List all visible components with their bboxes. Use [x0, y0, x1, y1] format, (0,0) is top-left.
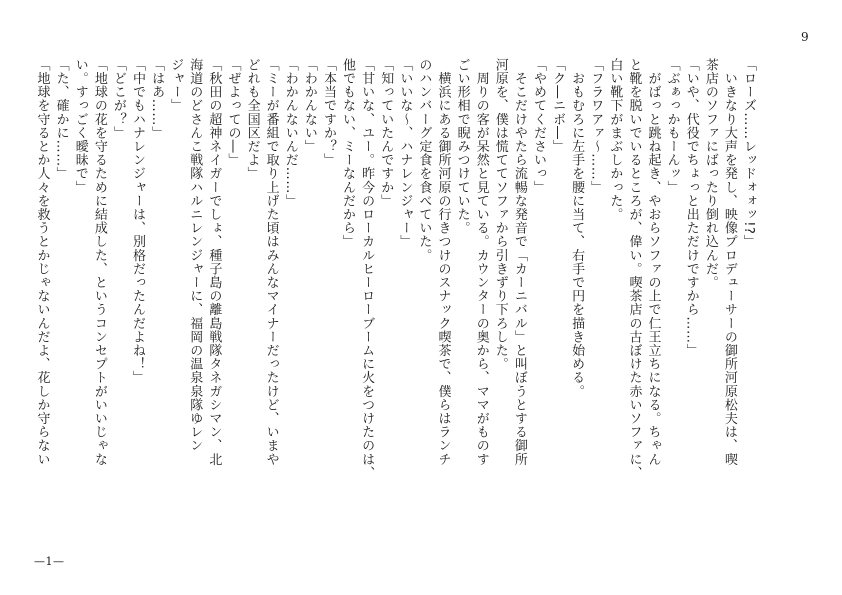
text-line: どれも全国区だよ」 — [244, 58, 260, 181]
text-line: 「わかんないんだ……」 — [282, 58, 298, 208]
text-line: 茶店のソファにばったり倒れ込んだ。 — [702, 58, 718, 290]
text-line: 「甘いな、ユー。昨今のローカルヒーローブームに火をつけたのは、 — [359, 58, 375, 480]
text-line: 「ぶぁっかもーんッ」 — [664, 58, 680, 194]
page-number: 9 — [801, 30, 809, 44]
text-line: 「いいな～、ハナレンジャー」 — [397, 58, 413, 249]
text-line: 「中でもハナレンジャーは、別格だったんだよね！」 — [130, 58, 145, 385]
text-line: 「秋田の超神ネイガーでしょ、種子島の離島戦隊タネガシマン、北 — [206, 58, 222, 466]
text-line: 「ぜよっての―」 — [225, 58, 241, 167]
text-line: そこだけやたら流暢な発音で「カーニバル」と叫ぼうとする御所 — [511, 58, 527, 466]
text-line: 「フラワアァ～……」 — [588, 58, 604, 194]
text-line: いきなり大声を発し、映像プロデューサーの御所河原松夫は、喫 — [721, 58, 737, 466]
text-line: ジャー」 — [168, 58, 184, 113]
text-line: 横浜にある御所河原の行きつけのスナック喫茶で、僕らはランチ — [435, 58, 451, 466]
text-line: 「地球を守るとか人々を救うとかじゃないんだよ、花しか守らない — [34, 58, 50, 466]
text-line: 海道のどさんこ戦隊ハルニレンジャーに、福岡の温泉泉隊ゆレン — [187, 58, 203, 453]
text-line: 「知っていたんですか」 — [378, 58, 394, 208]
text-line: がばっと跳ね起き、やおらソファの上で仁王立ちになる。ちゃん — [645, 58, 661, 466]
text-line: い。すっごく曖昧で」 — [72, 58, 88, 194]
text-line: 「わかんない」 — [301, 58, 317, 154]
text-line: のハンバーグ定食を食べていた。 — [416, 58, 432, 262]
text-line: 他でもない、ミーなんだから」 — [340, 58, 356, 249]
text-line: 「ミーが番組で取り上げた頃はみんなマイナーだったけど、いまや — [263, 58, 279, 466]
text-line: 「ローズ……レッドォォッ!?」 — [741, 58, 756, 249]
text-line: 「ク―ニボ―」 — [550, 58, 566, 154]
text-line: 「いや、代役でちょっと出ただけですから……」 — [683, 58, 699, 358]
text-line: 周りの客が呆然と見ている。カウンターの奥から、ママがものす — [473, 58, 489, 466]
text-line: 「た、確かに……」 — [53, 58, 69, 181]
text-line: 河原を、僕は慌ててソファから引きずり下ろした。 — [492, 58, 508, 371]
footer-page-number: —1— — [34, 555, 65, 568]
text-line: 「はあ……」 — [149, 58, 165, 140]
text-line: 白い靴下がまぶしかった。 — [607, 58, 623, 222]
text-line: おもむろに左手を腰に当て、右手で円を描き始める。 — [569, 58, 585, 398]
text-line: 「地球の花を守るために結成した、というコンセプトがいいじゃな — [91, 58, 107, 466]
novel-body-text — [34, 58, 758, 528]
text-line: ごい形相で睨みつけていた。 — [454, 58, 470, 235]
text-line: 「本当ですか？」 — [320, 58, 336, 167]
text-line: 「どこが？」 — [110, 58, 126, 140]
text-line: 「やめてくださいっ」 — [530, 58, 546, 194]
text-line: と靴を脱いでいるところが、偉い。喫茶店の古ぼけた赤いソファに、 — [626, 58, 642, 480]
